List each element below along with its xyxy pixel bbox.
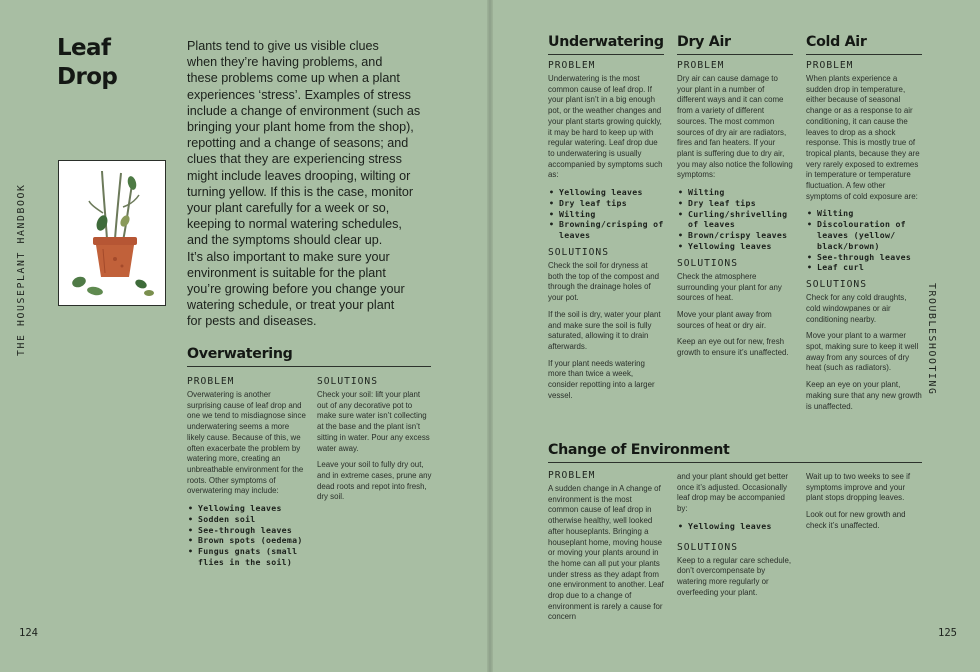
symptom-item: • Yellowing leaves	[677, 521, 793, 532]
intro-line: clues that they are experiencing stress	[187, 152, 402, 167]
intro-line: these problems come up when a plant	[187, 71, 400, 86]
solution-paragraph: If your plant needs watering more than twice a week, consider repotting into a larger vessel.	[548, 358, 655, 400]
change-of-environment-heading: Change of Environment	[548, 442, 922, 463]
symptom-item: • Sodden soil	[187, 514, 307, 525]
solution-paragraph: Check for any cold draughts, cold windowpanes or air conditioning nearby.	[806, 293, 907, 324]
intro-paragraph	[187, 38, 457, 330]
page-title	[57, 34, 117, 92]
intro-line: Plants tend to give us visible clues	[187, 39, 379, 53]
intro-line: your plant carefully for a week or so,	[187, 201, 390, 216]
cold-air-section	[806, 34, 922, 418]
symptom-item: • Dry leaf tips	[677, 198, 793, 209]
solution-paragraph: Move your plant to a warmer spot, making sure to keep it well away from any sources of dry heat (such as radiators).	[806, 331, 919, 373]
symptom-item: • Yellowing leaves	[548, 187, 664, 198]
symptom-item: • Wilting	[548, 209, 664, 220]
problem-label: PROBLEM	[548, 470, 596, 481]
symptom-item: • Brown/crispy leaves	[677, 230, 793, 241]
intro-line: experiences ‘stress’. Examples of stress	[187, 87, 411, 102]
problem-label: PROBLEM	[677, 60, 725, 71]
symptom-item: • Fungus gnats (small flies in the soil)	[187, 546, 307, 568]
overwatering-heading: Overwatering	[187, 346, 431, 367]
solution-paragraph: If the soil is dry, water your plant and make sure the soil is fully saturated, allowing it to drain afterwards.	[548, 309, 661, 351]
cold-air-heading: Cold Air	[806, 34, 922, 55]
symptom-item: • Browning/crisping of leaves	[548, 219, 664, 241]
solution-paragraph: Move your plant away from sources of heat or dry air.	[677, 309, 772, 330]
intro-line: for pests and diseases.	[187, 314, 317, 329]
problem-label: PROBLEM	[806, 60, 854, 71]
dry-air-section	[677, 34, 793, 365]
solutions-label: SOLUTIONS	[317, 376, 378, 387]
title-line-1: Leaf	[57, 35, 111, 61]
problem-label: PROBLEM	[187, 376, 235, 387]
solution-paragraph: Check your soil: lift your plant out of any decorative pot to make sure water isn’t collecting at the base and the plant isn’t sitting in water. Pour any excess water away.	[317, 390, 430, 453]
problem-text: Dry air can cause damage to your plant in a number of different ways and it can come from a variety of different sources. The most common sources of dry air are radiators, fires and fan heaters. If your plant is suffering due to dry air, you may also notice the following symptoms:	[677, 74, 793, 180]
symptom-list	[806, 208, 922, 273]
intro-line: environment is suitable for the plant	[187, 265, 386, 280]
running-head-left: THE HOUSEPLANT HANDBOOK	[16, 183, 27, 356]
symptom-list	[677, 521, 793, 532]
symptom-item: • Wilting	[677, 187, 793, 198]
intro-line: bringing your plant home from the shop),	[187, 120, 414, 135]
solution-paragraph: Keep to a regular care schedule, don’t overcompensate by watering more regularly or overfeeding your plant.	[677, 555, 792, 597]
solutions-label: SOLUTIONS	[677, 257, 738, 269]
symptom-item: • Yellowing leaves	[677, 241, 793, 252]
overwatering-problem-column	[187, 376, 307, 574]
symptom-item: • See-through leaves	[806, 252, 922, 263]
intro-line: when they’re having problems, and	[187, 55, 383, 70]
symptom-item: • Brown spots (oedema)	[187, 535, 307, 546]
intro-line: repotting and a change of seasons; and	[187, 136, 409, 151]
solutions-label: SOLUTIONS	[548, 247, 609, 259]
symptom-item: • Dry leaf tips	[548, 198, 664, 209]
environment-middle-column	[677, 472, 793, 604]
environment-right-column	[806, 472, 922, 538]
symptom-item: • Curling/shrivelling of leaves	[677, 209, 793, 231]
continued-text: and your plant should get better once it’s adjusted. Occasionally leaf drop may be accompanied by:	[677, 472, 788, 514]
change-of-environment-section	[548, 442, 922, 463]
solution-paragraph: Leave your soil to fully dry out, and in extreme cases, prune any dead roots and repot into fresh, dry soil.	[317, 460, 432, 502]
intro-line: keeping to normal watering schedules,	[187, 217, 402, 232]
dry-air-heading: Dry Air	[677, 34, 793, 55]
page-number-left: 124	[19, 627, 38, 639]
solution-paragraph: Keep an eye out for new, fresh growth to ensure it’s unaffected.	[677, 337, 789, 358]
symptom-item: • See-through leaves	[187, 525, 307, 536]
problem-text: Overwatering is another surprising cause of leaf drop and one we tend to misdiagnose since underwatering seems a more likely cause. Because of this, we often exacerbate the problem by watering more, creating an unbreathable environment for the roots. Other symptoms of overwatering may include:	[187, 390, 306, 496]
intro-line: you’re growing before you change your	[187, 282, 405, 297]
running-head-right: TROUBLESHOOTING	[926, 283, 937, 396]
potted-plant-image	[59, 161, 165, 305]
plant-illustration	[58, 160, 166, 306]
symptom-list	[548, 187, 664, 241]
intro-line: include a change of environment (such as	[187, 103, 421, 118]
environment-problem-column	[548, 470, 664, 629]
symptom-list	[677, 187, 793, 252]
symptom-item: • Discolouration of leaves (yellow/ black/brown)	[806, 219, 922, 251]
intro-line: watering schedule, or treat your plant	[187, 298, 395, 313]
overwatering-solutions-column	[317, 376, 433, 509]
solution-paragraph: Look out for new growth and check it’s unaffected.	[806, 510, 906, 530]
intro-line: turning yellow. If this is the case, monitor	[187, 184, 414, 199]
intro-line: and the symptoms should clear up.	[187, 233, 383, 248]
solution-paragraph: Keep an eye on your plant, making sure that any new growth is unaffected.	[806, 380, 922, 411]
solution-paragraph: Check the atmosphere surrounding your plant for any sources of heat.	[677, 271, 782, 303]
solutions-label: SOLUTIONS	[806, 279, 867, 291]
symptom-item: • Yellowing leaves	[187, 503, 307, 514]
intro-line: It’s also important to make sure your	[187, 249, 390, 264]
right-page	[490, 0, 980, 672]
symptom-item: • Wilting	[806, 208, 922, 219]
overwatering-section	[187, 346, 431, 367]
problem-label: PROBLEM	[548, 60, 596, 71]
problem-text: When plants experience a sudden drop in temperature, either because of seasonal change or as a response to air conditioning, it can cause the leaves to drop as a shock response. This is mostly true of tropical plants, because they are very rarely exposed to extremes in temperature or temperature fluctuation. A few other symptoms of cold exposure are:	[806, 74, 920, 201]
title-line-2: Drop	[57, 64, 118, 90]
underwatering-section	[548, 34, 664, 407]
symptom-item: • Leaf curl	[806, 262, 922, 273]
solution-paragraph: Check the soil for dryness at both the top of the compost and through the drainage holes of your pot.	[548, 261, 659, 303]
problem-text: Underwatering is the most common cause of leaf drop. If your plant isn’t in a big enough pot, or the weather changes and your plant starts growing quickly, it may be hard to keep up with regular watering. Leaf drop due to underwatering is usually accompanied by symptoms such as:	[548, 74, 663, 180]
underwatering-heading: Underwatering	[548, 34, 664, 55]
solutions-label: SOLUTIONS	[677, 541, 738, 553]
symptom-list	[187, 503, 307, 568]
problem-text: A sudden change in A change of environment is the most common cause of leaf drop in otherwise healthy, well looked after houseplants. Bringing a houseplant home, moving house or moving your plants around in the home can all put your plants under stress as they adapt from one environment to another. Leaf drop due to a change of environment is rarely a cause for concern	[548, 484, 664, 622]
page-number-right: 125	[938, 627, 957, 639]
solution-paragraph: Wait up to two weeks to see if symptoms improve and your plant stops dropping leaves.	[806, 472, 911, 503]
intro-line: might include leaves drooping, wilting or	[187, 168, 411, 183]
